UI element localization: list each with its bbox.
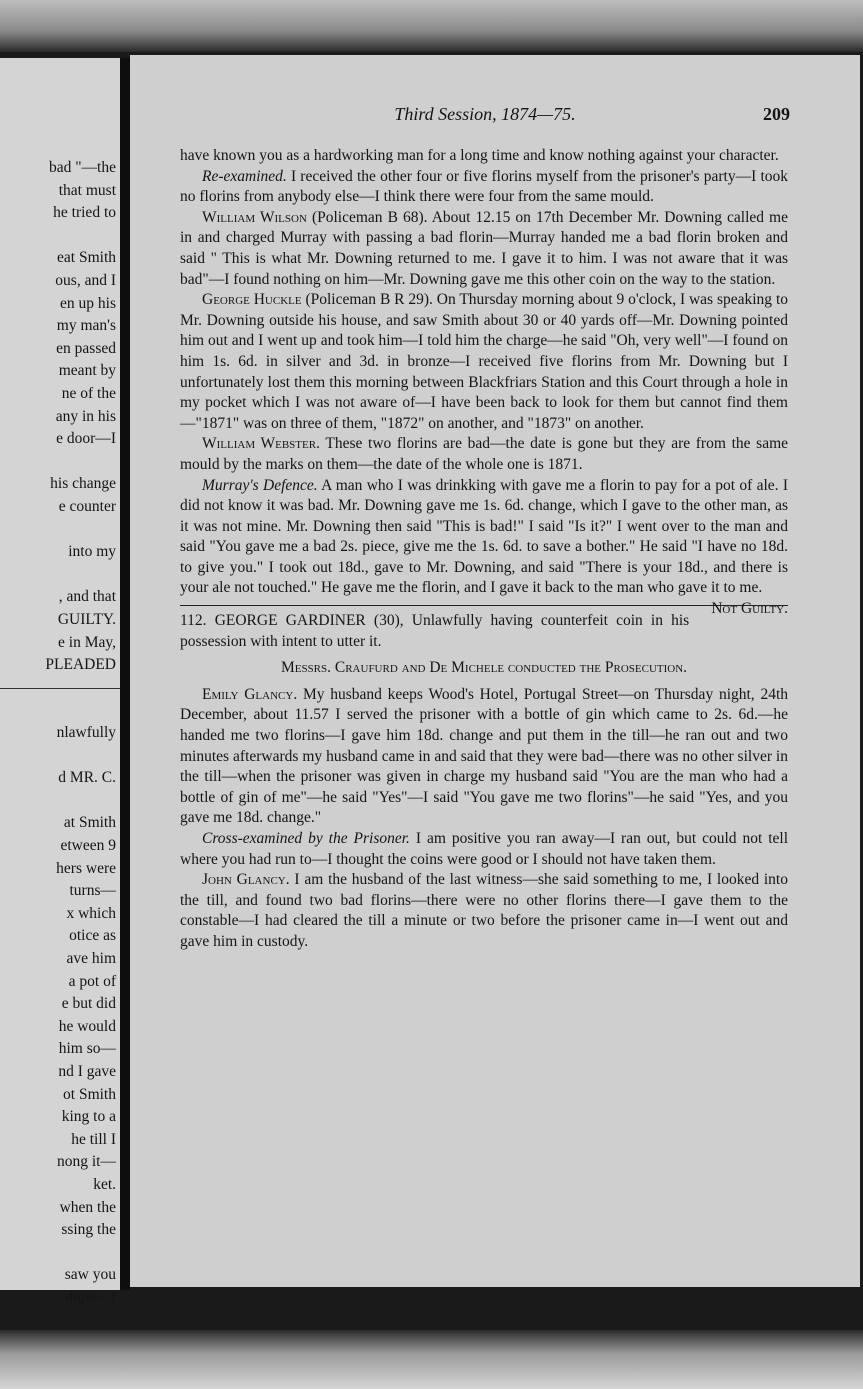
testimony-paragraph [180, 208, 788, 290]
left-page-line: he tried to [53, 204, 116, 222]
left-page-line: his change [50, 475, 116, 493]
speaker-label: William Webster. [202, 435, 320, 453]
left-page-line: at Smith [63, 814, 116, 832]
left-page-line: e but did [61, 995, 116, 1013]
left-page-line: him so— [58, 1040, 116, 1058]
testimony-text: have known you as a hardworking man for a long time and know nothing against your character. [180, 147, 779, 164]
left-page-line: into my [68, 543, 116, 561]
left-page-line: , and that [58, 588, 116, 606]
left-page-line: ket. [93, 1176, 116, 1193]
left-page-line: en passed [56, 339, 116, 357]
left-page-line: x which [66, 904, 116, 922]
left-page-line: a pot of [68, 972, 116, 990]
left-page-line: saw you [64, 1266, 116, 1284]
left-page-line: ous, and I [55, 272, 116, 289]
left-page-line: e door—I [56, 430, 116, 448]
left-page-line: my man's [56, 317, 116, 335]
left-page-line: he till I [71, 1130, 116, 1148]
testimony-paragraph [180, 146, 788, 167]
left-page-line: nong it— [57, 1153, 116, 1171]
testimony-paragraph [180, 870, 788, 952]
testimony-text: (Policeman B 68). About 12.15 on 17th December Mr. Downing called me in and charged Murray with passing a bad florin—Murray handed me a bad florin broken and said " This is what Mr. Downing returned to me. I gave it to him. I was not aware that it was bad"—I found nothing on him—Mr. Downing gave me this other coin on the way to the station. [180, 208, 788, 288]
left-page-line: en up his [60, 294, 116, 312]
testimony-paragraph [180, 167, 788, 208]
testimony-text: I am the husband of the last witness—she said something to me, I looked into the till, and found two bad florins—there were no other florins there—I gave them to the constable—I had cleared the till a minute or two before the prisoner came in—I went out and gave him in custody. [180, 871, 788, 950]
verdict: Not Guilty. [711, 600, 788, 618]
page-header [180, 104, 790, 128]
left-page-line: dupe—I [65, 1289, 116, 1306]
speaker-label: William Wilson [202, 208, 307, 226]
page-number: 209 [763, 104, 790, 124]
testimony-paragraph [180, 685, 788, 829]
testimony-section [180, 146, 789, 618]
left-page-line: ave him [66, 950, 116, 967]
left-page-line: ne of the [61, 385, 116, 402]
left-page-line: eat Smith [57, 249, 116, 267]
testimony-text: A man who I was drinkking with gave me a florin to pay for a pot of ale. I did not know it was bad. Mr. Downing gave me 1s. 6d. change, which I gave to the other man, as it was not mine. Mr. Downing then said "This is bad!" I said "Is it?" I went over to the man and said "You gave me a bad 2s. piece, give me the 1s. 6d. to save a bother." He said "I have no 18d. to give you." I took out 18d., gave to Mr. Downing, and said "There is your 18d., and there is your ale not touched." He gave me the florin, and I gave it back to the man who gave it to me. [180, 476, 788, 597]
left-page-line: nlawfully [56, 724, 116, 741]
left-page-divider [0, 688, 120, 689]
left-page-line: meant by [58, 362, 116, 380]
speaker-label: John Glancy. [202, 871, 290, 889]
left-page-line: hers were [56, 859, 116, 877]
speaker-label: Cross-examined by the Prisoner. [202, 830, 410, 847]
running-title: Third Session, 1874—75. [394, 104, 576, 124]
prosecution-note: Messrs. Craufurd and De Michele conducted the Prosecution. [280, 659, 688, 677]
page-content [180, 146, 788, 953]
left-page-line: etween 9 [60, 837, 116, 854]
speaker-label: Emily Glancy. [202, 685, 298, 703]
speaker-label: George Huckle [202, 291, 302, 309]
scanner-bottom-edge [0, 1330, 863, 1389]
case-heading: 112. GEORGE GARDINER (30), Unlawfully having counterfeit coin in his possession with intent to utter it. [180, 612, 690, 650]
scanner-top-edge [0, 0, 863, 52]
left-page-line: ot Smith [63, 1085, 116, 1103]
left-page-line: turns— [69, 882, 116, 900]
testimony-text: I received the other four or five florins myself from the prisoner's party—I took no florins from anybody else—I think there were four from the same mould. [180, 167, 788, 206]
left-page-line: king to a [61, 1108, 116, 1126]
testimony-text: These two florins are bad—the date is gone but they are from the same mould by the marks on them—the date of the whole one is 1871. [180, 435, 789, 473]
left-page-line: d MR. C. [58, 769, 116, 787]
left-page-line: any in his [55, 407, 116, 425]
left-page-line: GUILTY. [57, 611, 116, 628]
testimony-text: I am positive you ran away—I ran out, but could not tell where you had run to—I thought the coins were good or I should not have taken them. [180, 830, 789, 868]
left-page-line: e counter [58, 498, 116, 515]
testimony-text: My husband keeps Wood's Hotel, Portugal Street—on Thursday night, 24th December, about 11.57 I served the prisoner with a bottle of gin which came to 2s. 6d.—he handed me two florins—I gave him 18d. change and put them in the till—he ran out and two minutes afterwards my husband came in and said that they were bad—there was no other silver in the till—when the prisoner was given in charge my husband said "You are the man who had a bottle of gin of me"—he said "Yes"—I said "You gave me two florins"—he said "Yes, and you gave me 18d. change." [180, 685, 789, 827]
left-page-line: he would [58, 1017, 116, 1035]
book-gutter [120, 58, 130, 1290]
testimony-paragraph [180, 476, 788, 618]
testimony-text: (Policeman B R 29). On Thursday morning about 9 o'clock, I was speaking to Mr. Downing outside his house, and saw Smith about 30 or 40 yards off—Mr. Downing pointed him out and I went up and took him—I told him the charge—he said "Oh, very well"—I found on him 1s. 6d. in silver and 3d. in bronze—I received five florins from Mr. Downing but I unfortunately lost them this morning between Blackfriars Station and this Court through a hole in my pocket which I was not aware of—I have been back to look for them but cannot find them—"1871" was on three of them, "1872" on another, and "1873" on another. [180, 291, 788, 432]
left-page-line: ssing the [61, 1221, 116, 1239]
left-page-line: e in May, [58, 633, 116, 651]
left-page [0, 58, 122, 1306]
testimony-paragraph [180, 290, 788, 434]
speaker-label: Re-examined. [202, 167, 287, 185]
left-page-line: otice as [69, 927, 116, 945]
left-page-line: when the [59, 1198, 116, 1216]
testimony-paragraph [180, 434, 788, 475]
speaker-label: Murray's Defence. [202, 476, 318, 494]
case-testimony-section [180, 685, 788, 953]
left-page-line: bad "—the [48, 159, 116, 176]
testimony-paragraph [180, 829, 788, 870]
left-page-line: that must [58, 181, 116, 199]
left-page-line: nd I gave [58, 1063, 116, 1080]
left-page-line: PLEADED [45, 656, 116, 674]
